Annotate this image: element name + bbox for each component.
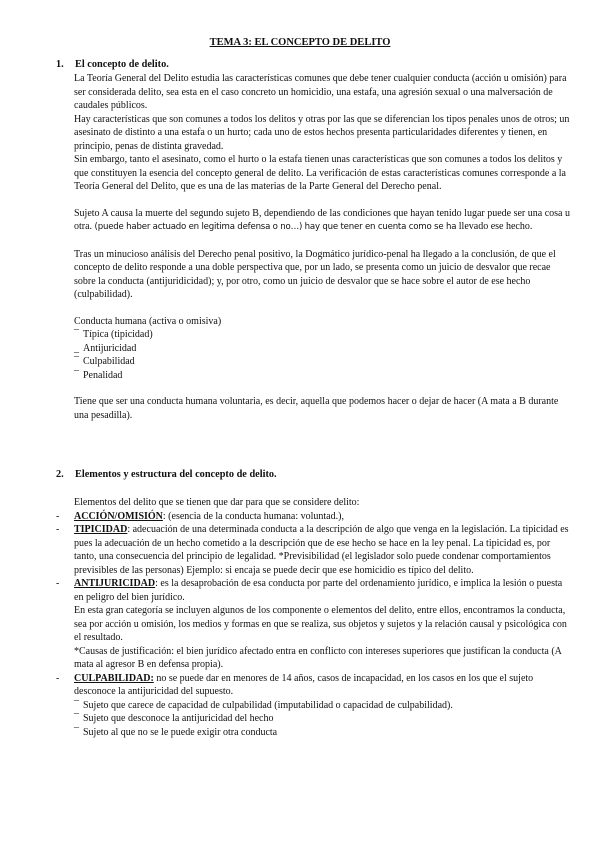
keyword-tipicidad: TIPICIDAD bbox=[74, 524, 128, 535]
bullet-marker: ¯ bbox=[74, 726, 79, 738]
section-1-body bbox=[74, 72, 572, 422]
section-2-number: 2. bbox=[56, 469, 64, 480]
paragraph: La Teoría General del Delito estudia las características comunes que debe tener cualquier conducta (acción u omisión) para ser considerada delito, sea esta en el caso concreto un homicidio, una estafa, una agresión sexual o una malversación de caudales públicos. bbox=[74, 73, 567, 111]
list-intro: Conducta humana (activa o omisiva) bbox=[74, 315, 222, 327]
document-title: TEMA 3: EL CONCEPTO DE DELITO bbox=[209, 37, 391, 48]
section-2-heading bbox=[56, 468, 277, 482]
list-item: ¯ Típica (tipicidad) bbox=[74, 329, 153, 340]
paragraph: Tras un minucioso análisis del Derecho penal positivo, la Dogmático jurídico-penal ha llegado a la conclusión, de que el concepto de delito responde a una doble perspectiva que, por un lado, se presenta como un juicio de desvalor que recae sobre la conducta (antijuridicidad); y, por otro, como un juicio de desvalor que se hace sobre el autor de ese hecho (culpabilidad). bbox=[74, 248, 556, 300]
bullet-marker: ¯ bbox=[74, 356, 79, 367]
example-text: Sujeto A causa la muerte del segundo sujeto B, dependiendo de las condiciones que hayan tenido lugar puede ser una cosa u otra. bbox=[74, 207, 570, 232]
list-item: ¯ Penalidad bbox=[74, 369, 123, 381]
dash-marker: - bbox=[56, 510, 60, 522]
example-paragraph bbox=[74, 207, 572, 235]
causas-justificacion: *Causas de justificación: el bien jurídico afectado entra en conflicto con intereses superiores que justifican la conducta (A mata al agresor B en defensa propia). bbox=[74, 645, 562, 670]
list-item: _ Antijuricidad bbox=[74, 342, 137, 354]
keyword-culpabilidad: CULPABILIDAD: bbox=[74, 672, 154, 684]
culpabilidad-list bbox=[74, 699, 572, 740]
handwritten-annotation: (puede haber actuado en legitima defensa o no…) hay que tener en cuenta como se ha bbox=[94, 222, 457, 232]
list-item: ¯ Culpabilidad bbox=[74, 356, 135, 367]
paragraph: Hay características que son comunes a todos los delitos y otras por las que se diferencian los tipos penales unos de otros; un asesinato de distinto a una estafa o un hurto; cada uno de estos hechos presenta particularidades diferentes y tienen, en principio, penas de distinta gravedad. bbox=[74, 113, 570, 152]
paragraph: Sin embargo, tanto el asesinato, como el hurto o la estafa tienen unas características que son comunes a todos los delitos y que constituyen la esencia del concepto general de delito. La verificación de estas características comunes corresponde a la Teoría General del Delito, que es una de las materias de la Parte General del Derecho penal. bbox=[74, 154, 566, 192]
section-1-number: 1. bbox=[56, 59, 64, 70]
bullet-marker: ¯ bbox=[74, 699, 79, 711]
element-tipicidad: - TIPICIDAD: adecuación de una determinada conducta a la descripción de algo que venga en la legislación. La tipicidad es pues la adecuación de un hecho cometido a la descripción que de ese hecho se hace en la ley penal. La tipicidad es, por tanto, una consecuencia del principio de legalidad. *Previsibilidad (el legislador solo puede condenar comportamientos previsibles de las personas) Ejemplo: si encaja se puede decir que ese homicidio es típico del delito. bbox=[56, 524, 569, 576]
section-1-title: El concepto de delito. bbox=[75, 59, 169, 70]
example-text-end: llevado ese hecho. bbox=[458, 221, 533, 232]
list-item: ¯ Sujeto que desconoce la antijuricidad del hecho bbox=[74, 713, 274, 724]
element-culpabilidad: - CULPABILIDAD: no se puede dar en menores de 14 años, casos de incapacidad, en los casos en los que el sujeto desconoce la antijuricidad del supuesto. bbox=[56, 672, 534, 697]
antijuricidad-detail: En esta gran categoría se incluyen algunos de los componente o elementos del delito, entre ellos, encontramos la conducta, sea por acción u omisión, los medios y formas en que se realiza, sus objetos y sujetos y la relación causal y psicológica con el resultado. bbox=[74, 605, 567, 643]
section-2-title: Elementos y estructura del concepto de delito. bbox=[75, 469, 277, 480]
bullet-marker: ¯ bbox=[74, 329, 79, 340]
element-accion: - ACCIÓN/OMISIÓN: (esencia de la conducta humana: voluntad.), bbox=[56, 510, 344, 522]
elements-list bbox=[74, 328, 572, 382]
dash-marker: - bbox=[56, 524, 60, 535]
keyword-antijuricidad: ANTIJURICIDAD bbox=[74, 578, 156, 589]
section-2-body bbox=[56, 496, 572, 739]
section-2-intro: Elementos del delito que se tienen que dar para que se considere delito: bbox=[74, 497, 360, 508]
bullet-marker: ¯ bbox=[74, 369, 79, 381]
list-item: ¯ Sujeto al que no se le puede exigir otra conducta bbox=[74, 726, 278, 738]
paragraph: Tiene que ser una conducta humana voluntaria, es decir, aquella que podemos hacer o dejar de hacer (A mata a B durante una pesadilla). bbox=[74, 396, 559, 421]
element-antijuricidad: - ANTIJURICIDAD: es la desaprobación de esa conducta por parte del ordenamiento jurídico, e implica la lesión o puesta en peligro del bien jurídico. bbox=[56, 578, 563, 603]
dash-marker: - bbox=[56, 672, 60, 684]
bullet-marker: _ bbox=[74, 342, 79, 354]
list-item: ¯ Sujeto que carece de capacidad de culpabilidad (imputabilidad o capacidad de culpabilidad). bbox=[74, 699, 453, 711]
keyword-accion: ACCIÓN/OMISIÓN bbox=[74, 510, 163, 522]
dash-marker: - bbox=[56, 578, 60, 589]
section-1-heading bbox=[56, 58, 169, 72]
bullet-marker: ¯ bbox=[74, 713, 79, 724]
